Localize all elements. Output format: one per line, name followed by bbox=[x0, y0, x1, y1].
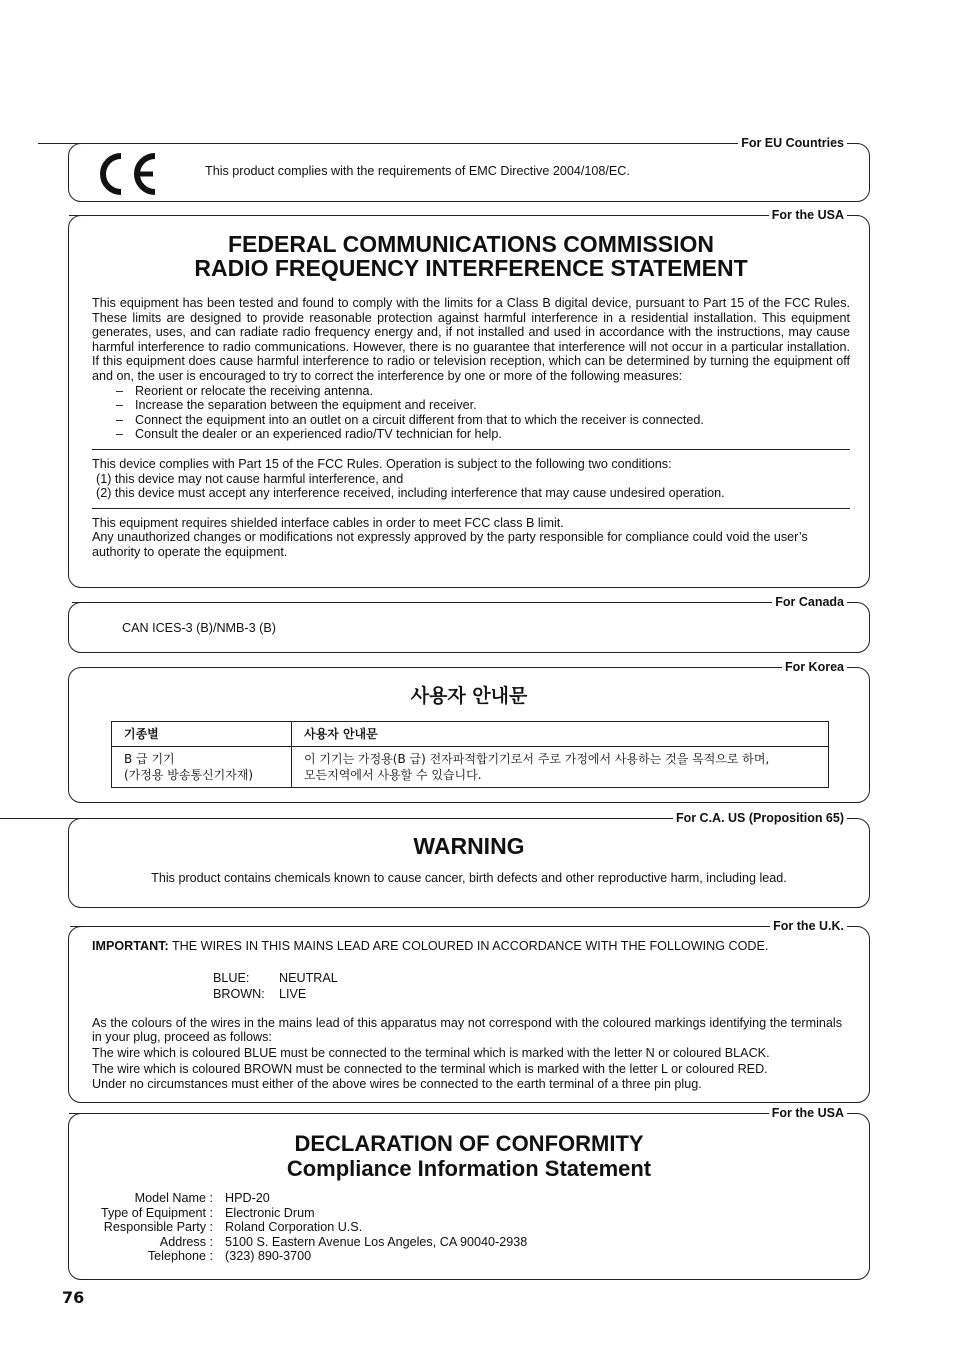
table-row bbox=[112, 722, 829, 747]
korea-table bbox=[111, 721, 829, 788]
prop65-title: WARNING bbox=[413, 833, 525, 859]
korea-row-col1-line2: (가정용 방송통신기자재) bbox=[124, 768, 254, 782]
fcc-title-2: RADIO FREQUENCY INTERFERENCE STATEMENT bbox=[194, 255, 748, 281]
korea-row-col1-line1: B 급 기기 bbox=[124, 752, 175, 766]
uk-important-label: IMPORTANT: bbox=[92, 939, 169, 953]
fcc-paragraph-3b: Any unauthorized changes or modifications not expressly approved by the party responsible for compliance could void the user’s authority to operate the equipment. bbox=[92, 530, 808, 559]
uk-important-text: THE WIRES IN THIS MAINS LEAD ARE COLOURED IN ACCORDANCE WITH THE FOLLOWING CODE. bbox=[168, 939, 769, 953]
eu-text: This product complies with the requirements of EMC Directive 2004/108/EC. bbox=[205, 164, 630, 178]
doc-label: Address : bbox=[159, 1234, 213, 1249]
canada-box bbox=[68, 595, 870, 653]
korea-row-col2-line2: 모든지역에서 사용할 수 있습니다. bbox=[304, 768, 482, 782]
korea-title: 사용자 안내문 bbox=[410, 685, 528, 707]
korea-tag: For Korea bbox=[782, 659, 847, 675]
fcc-box bbox=[68, 208, 870, 588]
list-item: – Increase the separation between the equipment and receiver. bbox=[116, 398, 850, 413]
canada-text: CAN ICES-3 (B)/NMB-3 (B) bbox=[122, 621, 276, 635]
fcc-paragraph-1: This equipment has been tested and found to comply with the limits for a Class B digital device, pursuant to Part 15 of the FCC Rules. These limits are designed to provide reasonable protection against harmful interference in a residential installation. This equipment generates, uses, and can radiate radio frequency energy and, if not installed and used in accordance with the instructions, may cause harmful interference to radio communications. However, there is no guarantee that interference will not occur in a particular installation. If this equipment does cause harmful interference to radio or television reception, which can be determined by turning the equipment off and on, the user is encouraged to try to correct the interference by one or more of the following measures: bbox=[92, 296, 850, 383]
fcc-condition-2: (2) this device must accept any interference received, including interference that may cause undesired operation. bbox=[96, 486, 725, 501]
korea-row-col1 bbox=[112, 747, 292, 788]
prop65-text: This product contains chemicals known to cause cancer, birth defects and other reproductive harm, including lead. bbox=[151, 871, 787, 885]
fcc-measures-list bbox=[92, 384, 850, 442]
doc-title-1: DECLARATION OF CONFORMITY bbox=[294, 1131, 644, 1156]
list-item: – Consult the dealer or an experienced radio/TV technician for help. bbox=[116, 427, 850, 442]
canada-tag: For Canada bbox=[772, 594, 847, 610]
eu-tag: For EU Countries bbox=[738, 135, 847, 151]
uk-important bbox=[92, 939, 842, 954]
uk-line-2: The wire which is coloured BLUE must be connected to the terminal which is marked with the letter N or coloured BLACK. bbox=[92, 1045, 770, 1060]
doc-row bbox=[81, 1235, 527, 1250]
fcc-paragraph-2: This device complies with Part 15 of the FCC Rules. Operation is subject to the following two conditions: bbox=[92, 456, 672, 471]
uk-brown-value: LIVE bbox=[279, 987, 307, 1002]
korea-col2-header: 사용자 안내문 bbox=[292, 722, 829, 747]
fcc-paragraph-3a: This equipment requires shielded interface cables in order to meet FCC class B limit. bbox=[92, 515, 564, 530]
list-item: – Connect the equipment into an outlet on a circuit different from that to which the receiver is connected. bbox=[116, 413, 850, 428]
list-item: – Reorient or relocate the receiving antenna. bbox=[116, 384, 850, 399]
uk-brown-label: BROWN: bbox=[213, 987, 265, 1002]
uk-line-3: The wire which is coloured BROWN must be connected to the terminal which is marked with the letter L or coloured RED. bbox=[92, 1061, 768, 1076]
uk-wire-code bbox=[92, 971, 842, 1002]
doc-title-2: Compliance Information Statement bbox=[286, 1156, 652, 1181]
doc-row bbox=[81, 1220, 527, 1235]
doc-label: Model Name : bbox=[134, 1191, 213, 1205]
doc-box bbox=[68, 1106, 870, 1280]
uk-paragraph-1: As the colours of the wires in the mains lead of this apparatus may not correspond with the coloured markings identifying the terminals in your plug, proceed as follows: bbox=[92, 1015, 842, 1045]
doc-row bbox=[81, 1249, 527, 1264]
korea-row-col2 bbox=[292, 747, 829, 788]
divider bbox=[92, 508, 850, 509]
doc-tag: For the USA bbox=[769, 1105, 847, 1121]
eu-box bbox=[68, 136, 870, 202]
doc-row bbox=[81, 1191, 527, 1206]
uk-tag: For the U.K. bbox=[770, 918, 847, 934]
doc-value: (323) 890-3700 bbox=[225, 1249, 312, 1264]
fcc-title-1: FEDERAL COMMUNICATIONS COMMISSION bbox=[228, 231, 714, 257]
doc-value: 5100 S. Eastern Avenue Los Angeles, CA 90040-2938 bbox=[225, 1234, 528, 1249]
divider bbox=[92, 449, 850, 450]
prop65-box bbox=[68, 811, 870, 908]
doc-row bbox=[81, 1206, 527, 1221]
page-number: 76 bbox=[62, 1288, 85, 1307]
table-row bbox=[112, 747, 829, 788]
uk-line-4: Under no circumstances must either of the above wires be connected to the earth terminal of a three pin plug. bbox=[92, 1077, 702, 1092]
korea-row-col2-line1: 이 기기는 가정용(B 급) 전자파적합기기로서 주로 가정에서 사용하는 것을 목적으로 하며, bbox=[304, 752, 770, 766]
fcc-condition-1: (1) this device may not cause harmful interference, and bbox=[96, 471, 404, 486]
uk-blue-value: NEUTRAL bbox=[279, 970, 338, 985]
ce-logo-icon bbox=[91, 152, 159, 196]
doc-details bbox=[81, 1191, 527, 1264]
doc-label: Type of Equipment : bbox=[100, 1205, 213, 1220]
uk-blue-label: BLUE: bbox=[213, 970, 250, 985]
doc-value: Roland Corporation U.S. bbox=[225, 1220, 363, 1235]
doc-value: Electronic Drum bbox=[225, 1205, 315, 1220]
korea-col1-header: 기종별 bbox=[112, 722, 292, 747]
doc-value: HPD-20 bbox=[225, 1191, 270, 1205]
doc-label: Telephone : bbox=[147, 1249, 213, 1264]
korea-box bbox=[68, 660, 870, 803]
doc-label: Responsible Party : bbox=[103, 1220, 213, 1235]
uk-box bbox=[68, 919, 870, 1103]
prop65-tag: For C.A. US (Proposition 65) bbox=[673, 810, 847, 826]
fcc-tag: For the USA bbox=[769, 207, 847, 223]
